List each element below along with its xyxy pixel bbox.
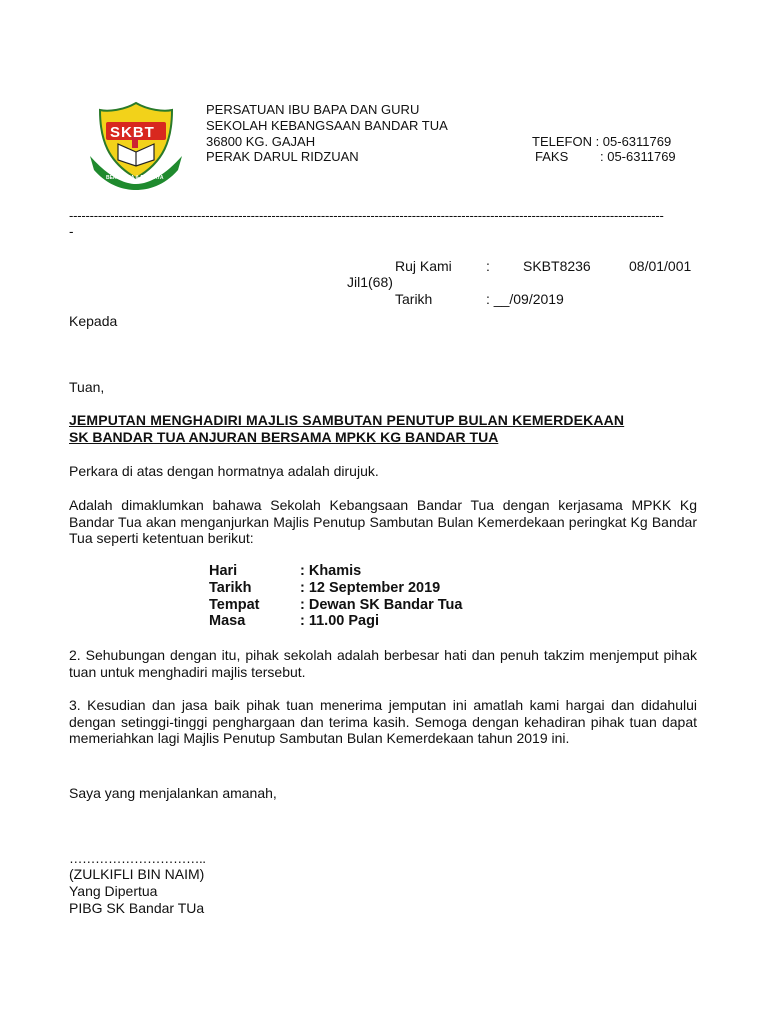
org-line-4: PERAK DARUL RIDZUAN xyxy=(206,149,359,164)
ruj-kami-number: 08/01/001 xyxy=(629,258,692,274)
header-separator: ------------------------------------------------------------------------------------------------------------------------------------------------ xyxy=(69,208,664,223)
detail-label-masa: Masa xyxy=(209,613,246,629)
closing-line: Saya yang menjalankan amanah, xyxy=(69,785,277,801)
org-line-3: 36800 KG. GAJAH xyxy=(206,134,316,149)
logo-motto: BERUSAHA & BERJAYA xyxy=(106,175,164,181)
signatory-position: Yang Dipertua xyxy=(69,883,158,899)
letter-title-line-1: JEMPUTAN MENGHADIRI MAJLIS SAMBUTAN PENUTUP BULAN KEMERDEKAAN xyxy=(69,412,625,428)
detail-label-tempat: Tempat xyxy=(209,597,260,613)
tarikh-label: Tarikh xyxy=(395,291,433,307)
school-crest-logo xyxy=(86,100,186,190)
ruj-kami-colon: : xyxy=(486,258,490,274)
faks-label: FAKS xyxy=(535,149,569,164)
tarikh-value: : __/09/2019 xyxy=(486,291,564,307)
ruj-kami-code: SKBT8236 xyxy=(523,258,591,274)
paragraph-reference: Perkara di atas dengan hormatnya adalah dirujuk. xyxy=(69,463,379,479)
logo-text: SKBT xyxy=(110,124,155,141)
signatory-organization: PIBG SK Bandar TUa xyxy=(69,900,205,916)
ruj-kami-label: Ruj Kami xyxy=(395,258,452,274)
org-line-2: SEKOLAH KEBANGSAAN BANDAR TUA xyxy=(206,118,448,133)
faks-number: : 05-6311769 xyxy=(600,149,676,164)
recipient-label: Kepada xyxy=(69,313,118,329)
detail-value-tarikh: : 12 September 2019 xyxy=(300,580,441,596)
detail-value-hari: : Khamis xyxy=(300,563,362,579)
salutation: Tuan, xyxy=(69,379,105,395)
paragraph-appreciation: 3. Kesudian dan jasa baik pihak tuan menerima jemputan ini amatlah kami hargai dan didahului dengan setinggi-tinggi penghargaan dan terima kasih. Semoga dengan kehadiran pihak tuan dapat memeriahkan lagi Majlis Penutup Sambutan Bulan Kemerdekaan tahun 2019 ini. xyxy=(69,697,697,746)
signature-dotted-line: ………………………….. xyxy=(69,851,206,866)
signatory-name: (ZULKIFLI BIN NAIM) xyxy=(69,866,205,882)
org-line-1: PERSATUAN IBU BAPA DAN GURU xyxy=(206,102,420,117)
header-separator-tail: - xyxy=(69,224,74,239)
paragraph-announcement: Adalah dimaklumkan bahawa Sekolah Kebangsaan Bandar Tua dengan kerjasama MPKK Kg Bandar Tua akan menganjurkan Majlis Penutup Sambutan Bulan Kemerdekaan peringkat Kg Bandar Tua seperti ketentuan berikut: xyxy=(69,497,697,546)
letter-title-line-2: SK BANDAR TUA ANJURAN BERSAMA MPKK KG BANDAR TUA xyxy=(69,429,499,445)
telefon-number: TELEFON : 05-6311769 xyxy=(532,134,672,149)
detail-label-tarikh: Tarikh xyxy=(209,580,252,596)
detail-label-hari: Hari xyxy=(209,563,238,579)
detail-value-tempat: : Dewan SK Bandar Tua xyxy=(300,597,463,613)
detail-value-masa: : 11.00 Pagi xyxy=(300,613,379,629)
ruj-kami-continuation: Jil1(68) xyxy=(347,274,393,290)
paragraph-invitation: 2. Sehubungan dengan itu, pihak sekolah adalah berbesar hati dan penuh takzim menjemput pihak tuan untuk menghadiri majlis tersebut. xyxy=(69,647,697,680)
